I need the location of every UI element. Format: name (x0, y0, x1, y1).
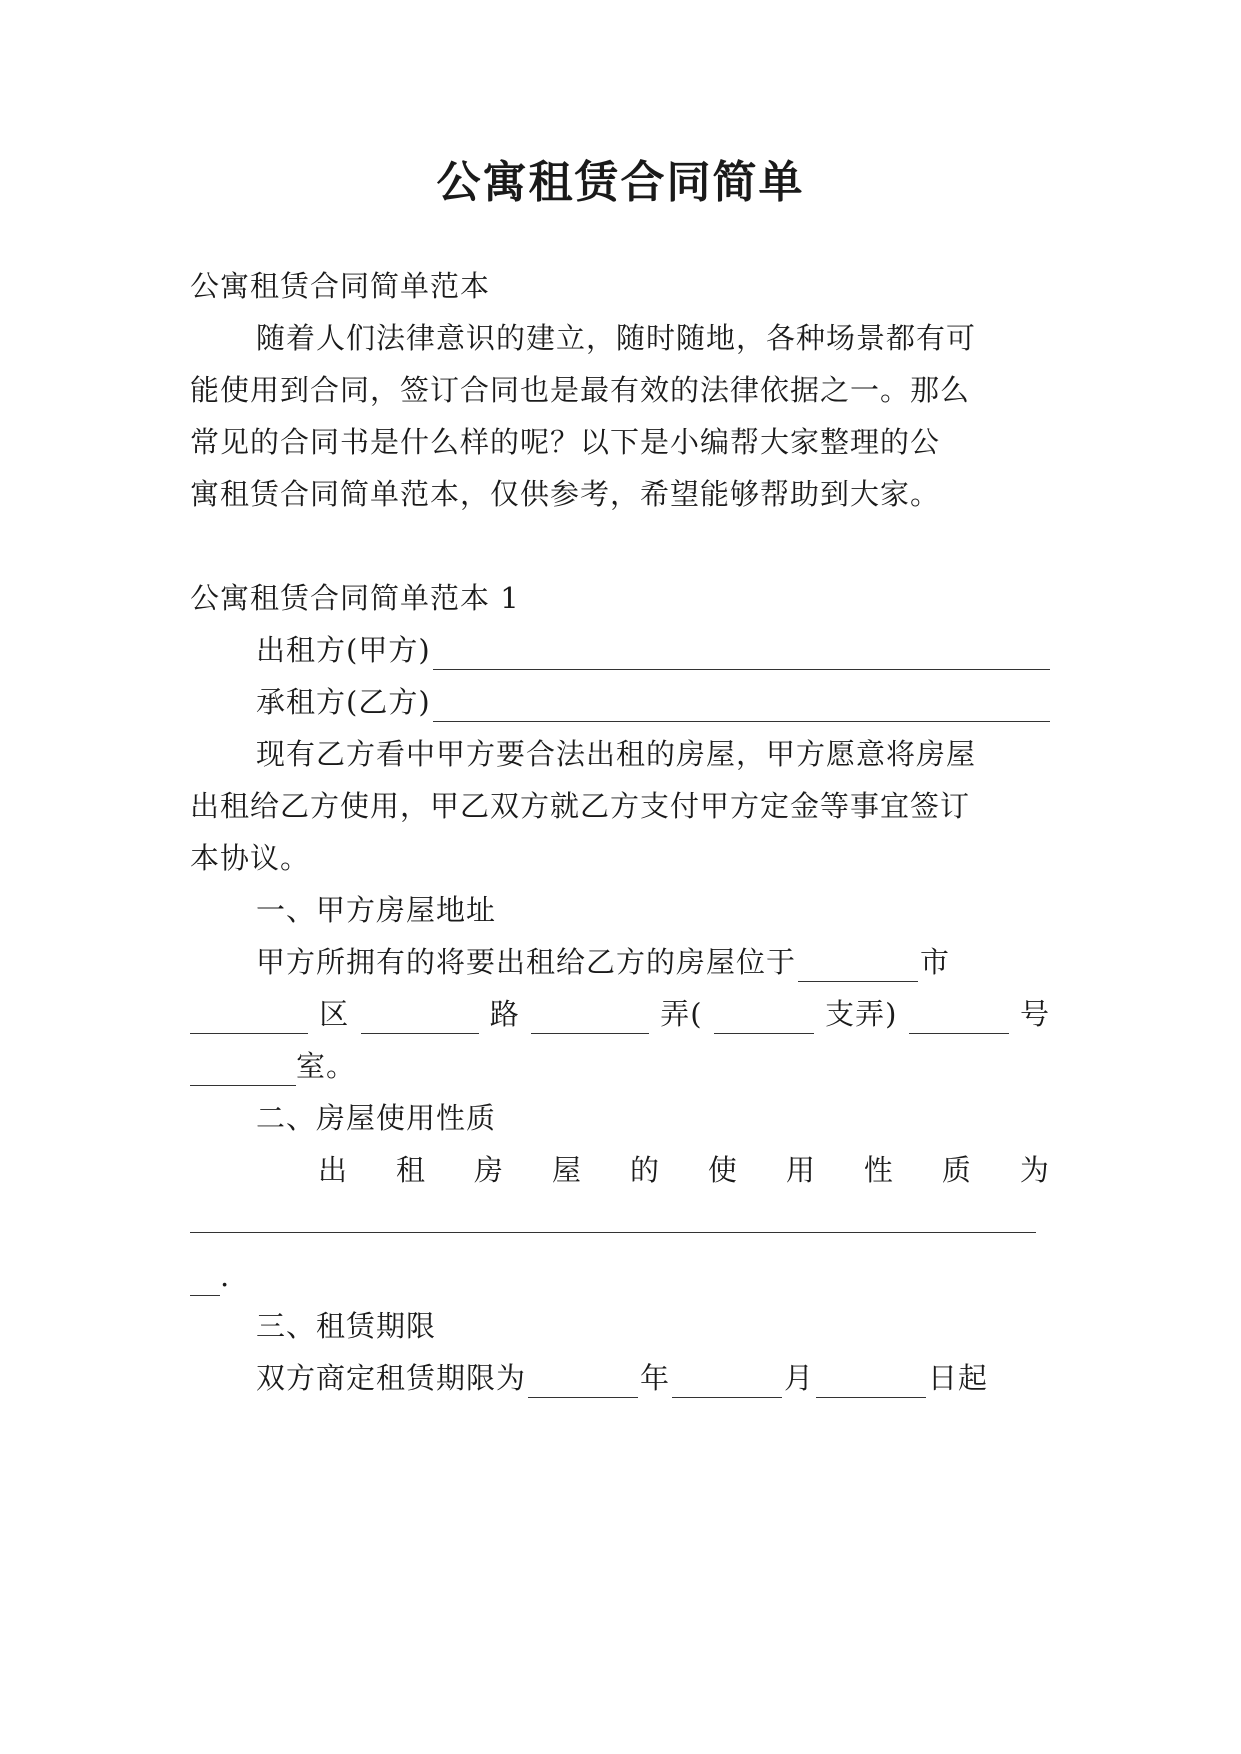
usage-char: 房 (473, 1153, 504, 1187)
lessor-row (256, 630, 1050, 670)
day-start-label: 日起 (928, 1361, 989, 1395)
usage-char: 的 (629, 1153, 660, 1187)
usage-end-period: . (220, 1259, 231, 1293)
term-intro: 双方商定租赁期限为 (256, 1361, 527, 1395)
number-label: 号 (1019, 997, 1050, 1031)
room-blank (190, 1057, 296, 1086)
usage-spaced-line (318, 1150, 1050, 1190)
intro-line-3: 常见的合同书是什么样的呢？以下是小编帮大家整理的公 (190, 425, 941, 459)
city-blank (798, 953, 918, 982)
usage-char: 为 (1019, 1153, 1050, 1187)
preamble-line-3: 本协议。 (190, 841, 311, 875)
usage-char: 质 (941, 1153, 972, 1187)
usage-char: 屋 (551, 1153, 582, 1187)
address-intro: 甲方所拥有的将要出租给乙方的房屋位于 (256, 945, 797, 979)
section3-heading: 三、租赁期限 (256, 1309, 437, 1343)
intro-line-4: 寓租赁合同简单范本，仅供参考，希望能够帮助到大家。 (190, 477, 941, 511)
district-blank (190, 1005, 308, 1034)
usage-blank-row (190, 1204, 1050, 1233)
intro-heading: 公寓租赁合同简单范本 (190, 269, 491, 303)
lane-label: 弄( (660, 997, 703, 1031)
branch-lane-blank (714, 1005, 814, 1034)
number-blank (909, 1005, 1009, 1034)
lessor-label: 出租方(甲方) (256, 633, 431, 667)
intro-line-2: 能使用到合同，签订合同也是最有效的法律依据之一。那么 (190, 373, 971, 407)
lessee-label: 承租方(乙方) (256, 685, 431, 719)
usage-char: 用 (785, 1153, 816, 1187)
lessee-blank (433, 693, 1050, 722)
term-row (256, 1358, 1050, 1398)
usage-char: 出 (318, 1153, 349, 1187)
usage-char: 性 (863, 1153, 894, 1187)
preamble-line-2: 出租给乙方使用，甲乙双方就乙方支付甲方定金等事宜签订 (190, 789, 971, 823)
city-label: 市 (920, 945, 951, 979)
year-label: 年 (640, 1361, 671, 1395)
room-label: 室。 (296, 1049, 357, 1083)
section1-heading: 一、甲方房屋地址 (256, 893, 497, 927)
day-blank (816, 1369, 926, 1398)
usage-blank-end-row (190, 1256, 1050, 1296)
preamble-line-1: 现有乙方看中甲方要合法出租的房屋，甲方愿意将房屋 (256, 737, 977, 771)
district-label: 区 (319, 997, 350, 1031)
lessee-row (256, 682, 1050, 722)
year-blank (528, 1369, 638, 1398)
section2-heading: 二、房屋使用性质 (256, 1101, 497, 1135)
usage-blank (190, 1204, 1036, 1233)
lessor-blank (433, 641, 1050, 670)
intro-line-1: 随着人们法律意识的建立，随时随地，各种场景都有可 (256, 321, 977, 355)
document-title: 公寓租赁合同简单 (436, 157, 805, 208)
road-blank (361, 1005, 479, 1034)
road-label: 路 (489, 997, 520, 1031)
address-row-2 (190, 994, 1050, 1034)
usage-blank-end (190, 1267, 220, 1296)
sample1-heading: 公寓租赁合同简单范本 1 (190, 581, 520, 615)
usage-char: 使 (707, 1153, 738, 1187)
address-row-1 (256, 942, 1050, 982)
lane-blank (531, 1005, 649, 1034)
usage-char: 租 (395, 1153, 426, 1187)
address-row-3 (190, 1046, 1050, 1086)
branch-lane-label: 支弄) (825, 997, 898, 1031)
month-blank (672, 1369, 782, 1398)
month-label: 月 (784, 1361, 815, 1395)
